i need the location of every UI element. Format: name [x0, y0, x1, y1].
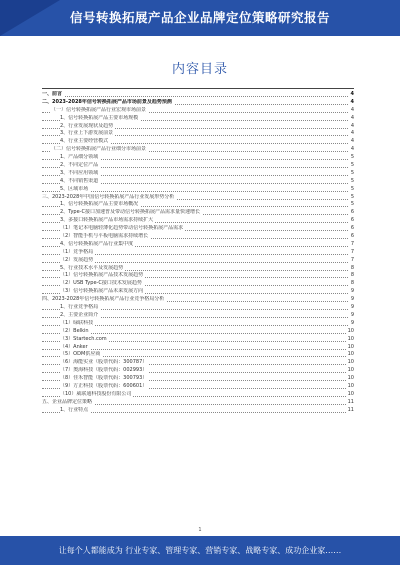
toc-entry[interactable] — [42, 320, 354, 328]
toc-entry-title: 1、产品细分领域 — [60, 154, 99, 161]
toc-entry[interactable] — [42, 280, 354, 288]
toc-entry[interactable] — [42, 367, 354, 375]
toc-entry[interactable] — [42, 375, 354, 383]
toc-entry-page: 10 — [347, 375, 354, 382]
report-header — [0, 0, 400, 36]
toc-entry-title: （1）信号转换拓展产品技术发展趋势 — [60, 272, 144, 279]
toc-entry-page: 4 — [350, 114, 354, 121]
table-of-contents — [42, 91, 354, 415]
toc-entry-title: 4、信号转换拓展产品行业集中度 — [60, 240, 134, 247]
toc-entry[interactable] — [42, 209, 354, 217]
toc-entry-page: 7 — [350, 256, 354, 263]
toc-entry-page: 5 — [350, 193, 354, 200]
toc-entry[interactable] — [42, 296, 354, 304]
toc-entry-page: 11 — [347, 406, 354, 413]
toc-entry[interactable] — [42, 312, 354, 320]
toc-entry-page: 9 — [350, 311, 354, 318]
toc-entry[interactable] — [42, 336, 354, 344]
toc-entry-page: 7 — [350, 248, 354, 255]
toc-entry-page: 6 — [350, 217, 354, 224]
toc-entry-title: 1、行业特点 — [60, 406, 89, 413]
toc-entry-page: 5 — [350, 177, 354, 184]
toc-divider — [42, 88, 354, 89]
toc-entry-title: （2）智能手机与平板电脑需求持续增长 — [60, 233, 149, 240]
toc-heading: 内容目录 — [171, 62, 228, 77]
toc-entry-page: 10 — [347, 359, 354, 366]
toc-entry-page: 4 — [350, 146, 354, 153]
toc-entry-title: （2）Belkin — [60, 327, 89, 334]
toc-entry-title: （2）发展趋势 — [60, 256, 94, 263]
toc-entry-title: 3、行业上下游发展前景 — [60, 130, 114, 137]
toc-entry-title: 5、行业技术水平及发展趋势 — [60, 264, 124, 271]
toc-entry-title: 5、区域市场 — [60, 185, 89, 192]
toc-entry[interactable] — [42, 186, 354, 194]
toc-entry[interactable] — [42, 265, 354, 273]
toc-entry-page: 10 — [347, 343, 354, 350]
toc-entry-title: 3、多接口转换拓展产品市场需求持续扩大 — [60, 217, 154, 224]
toc-entry-title: 2、不同定位产品 — [60, 162, 99, 169]
toc-entry-title: 一、前言 — [42, 91, 63, 97]
toc-entry[interactable] — [42, 225, 354, 233]
toc-entry[interactable] — [42, 146, 354, 154]
toc-entry-title: （6）海能实业（股票代码：300787） — [60, 359, 148, 366]
toc-entry[interactable] — [42, 391, 354, 399]
toc-entry-title: 二、2023-2028年信号转换拓展产品市场前景及趋势预测 — [42, 98, 172, 105]
toc-entry-title: （8）佳禾智能（股票代码：300793） — [60, 375, 148, 382]
toc-entry[interactable] — [42, 249, 354, 257]
toc-entry[interactable] — [42, 233, 354, 241]
toc-entry[interactable] — [42, 154, 354, 162]
toc-entry-title: 三、2023-2028年中国信号转换拓展产品行业发展形势分析 — [42, 193, 175, 200]
toc-entry[interactable] — [42, 351, 354, 359]
toc-entry-title: （3）信号转换拓展产品未来发展方向 — [60, 288, 144, 295]
toc-entry[interactable] — [42, 107, 354, 115]
toc-entry[interactable] — [42, 359, 354, 367]
toc-entry-title: 1、信号转换拓展产品主要市场概况 — [60, 201, 139, 208]
toc-entry[interactable] — [42, 99, 354, 107]
toc-entry[interactable] — [42, 138, 354, 146]
toc-entry-page: 9 — [350, 288, 354, 295]
toc-entry-page: 6 — [350, 233, 354, 240]
toc-entry-page: 4 — [350, 98, 354, 105]
toc-entry-page: 5 — [350, 154, 354, 161]
toc-entry[interactable] — [42, 123, 354, 131]
toc-entry-page: 10 — [347, 335, 354, 342]
toc-entry-page: 5 — [350, 185, 354, 192]
toc-entry-page: 8 — [350, 264, 354, 271]
toc-entry-title: 2、Type-C接口加速普及带动信号转换拓展产品需求量快速增长 — [60, 209, 200, 216]
report-footer — [0, 536, 400, 565]
toc-entry-page: 7 — [350, 240, 354, 247]
toc-entry-title: （4）Anker — [60, 343, 88, 350]
toc-entry-page: 6 — [350, 225, 354, 232]
toc-entry-page: 4 — [350, 130, 354, 137]
toc-leader-dots — [42, 96, 348, 97]
toc-entry[interactable] — [42, 91, 354, 99]
toc-entry-title: 五、企业品牌定位策略 — [42, 398, 93, 405]
toc-entry[interactable] — [42, 130, 354, 138]
toc-entry-title: （1）笔记本电脑轻薄化趋势带动信号转换拓展产品需求 — [60, 225, 184, 232]
toc-entry-page: 10 — [347, 327, 354, 334]
toc-entry[interactable] — [42, 241, 354, 249]
toc-entry-page: 4 — [350, 138, 354, 145]
toc-entry-page: 9 — [350, 319, 354, 326]
toc-entry[interactable] — [42, 399, 354, 407]
toc-entry-title: （5）ODM供应商 — [60, 351, 101, 358]
toc-entry-title: 3、不同应用领域 — [60, 169, 99, 176]
toc-entry[interactable] — [42, 344, 354, 352]
toc-entry-title: （9）方正科技（股票代码：600601） — [60, 382, 148, 389]
toc-entry-page: 9 — [350, 296, 354, 303]
toc-entry-title: 四、2023-2028年信号转换拓展产品行业竞争格局分析 — [42, 296, 165, 303]
toc-entry-page: 4 — [350, 106, 354, 113]
toc-entry[interactable] — [42, 170, 354, 178]
toc-entry-page: 5 — [350, 201, 354, 208]
toc-entry-title: （2）USB Type-C接口技术发展趋势 — [60, 280, 142, 287]
report-title: 信号转换拓展产品企业品牌定位策略研究报告 — [69, 10, 330, 25]
toc-entry[interactable] — [42, 383, 354, 391]
toc-entry[interactable] — [42, 288, 354, 296]
footer-slogan: 让每个人都能成为 行业专家、管理专家、营销专家、战略专家、成功企业家…… — [58, 546, 342, 555]
toc-entry-page: 4 — [350, 91, 354, 97]
toc-entry-page: 9 — [350, 304, 354, 311]
toc-entry-title: （二）信号转换拓展产品行业细分市场前景 — [51, 146, 147, 153]
toc-entry[interactable] — [42, 257, 354, 265]
toc-entry-title: （1）竞争格局 — [60, 248, 94, 255]
toc-entry-page: 5 — [350, 162, 354, 169]
toc-entry-page: 10 — [347, 382, 354, 389]
toc-entry-title: （7）奥海科技（股票代码：002993） — [60, 367, 148, 374]
toc-entry[interactable] — [42, 217, 354, 225]
toc-entry-title: 4、不同销售渠道 — [60, 177, 99, 184]
toc-entry-title: 4、行业主要经营模式 — [60, 138, 109, 145]
toc-entry-title: 2、主要企业简介 — [60, 311, 99, 318]
toc-entry-page: 11 — [347, 398, 354, 405]
toc-entry[interactable] — [42, 178, 354, 186]
toc-entry-title: （3）Startech.com — [60, 335, 107, 342]
toc-entry-title: 1、行业竞争格局 — [60, 304, 99, 311]
toc-entry-page: 10 — [347, 390, 354, 397]
toc-entry-page: 10 — [347, 367, 354, 374]
toc-entry-title: （10）威联通科技股份有限公司 — [60, 390, 132, 397]
toc-entry[interactable] — [42, 272, 354, 280]
toc-entry-page: 4 — [350, 122, 354, 129]
toc-entry-page: 8 — [350, 272, 354, 279]
toc-entry-page: 5 — [350, 169, 354, 176]
toc-entry[interactable] — [42, 194, 354, 202]
toc-entry[interactable] — [42, 115, 354, 123]
toc-entry-title: 1、信号转换拓展产品主要市场规模 — [60, 114, 139, 121]
toc-entry-title: （一）信号转换拓展产品行业宏观市场前景 — [51, 106, 147, 113]
toc-entry[interactable] — [42, 304, 354, 312]
toc-entry[interactable] — [42, 328, 354, 336]
toc-entry-title: 2、行业发展现状及趋势 — [60, 122, 114, 129]
toc-entry[interactable] — [42, 162, 354, 170]
toc-entry[interactable] — [42, 201, 354, 209]
toc-entry-title: （1）绿联科技 — [60, 319, 94, 326]
toc-entry-page: 10 — [347, 351, 354, 358]
toc-entry-page: 8 — [350, 280, 354, 287]
page-number: 1 — [198, 527, 202, 533]
toc-entry-page: 6 — [350, 209, 354, 216]
toc-entry[interactable] — [42, 407, 354, 415]
